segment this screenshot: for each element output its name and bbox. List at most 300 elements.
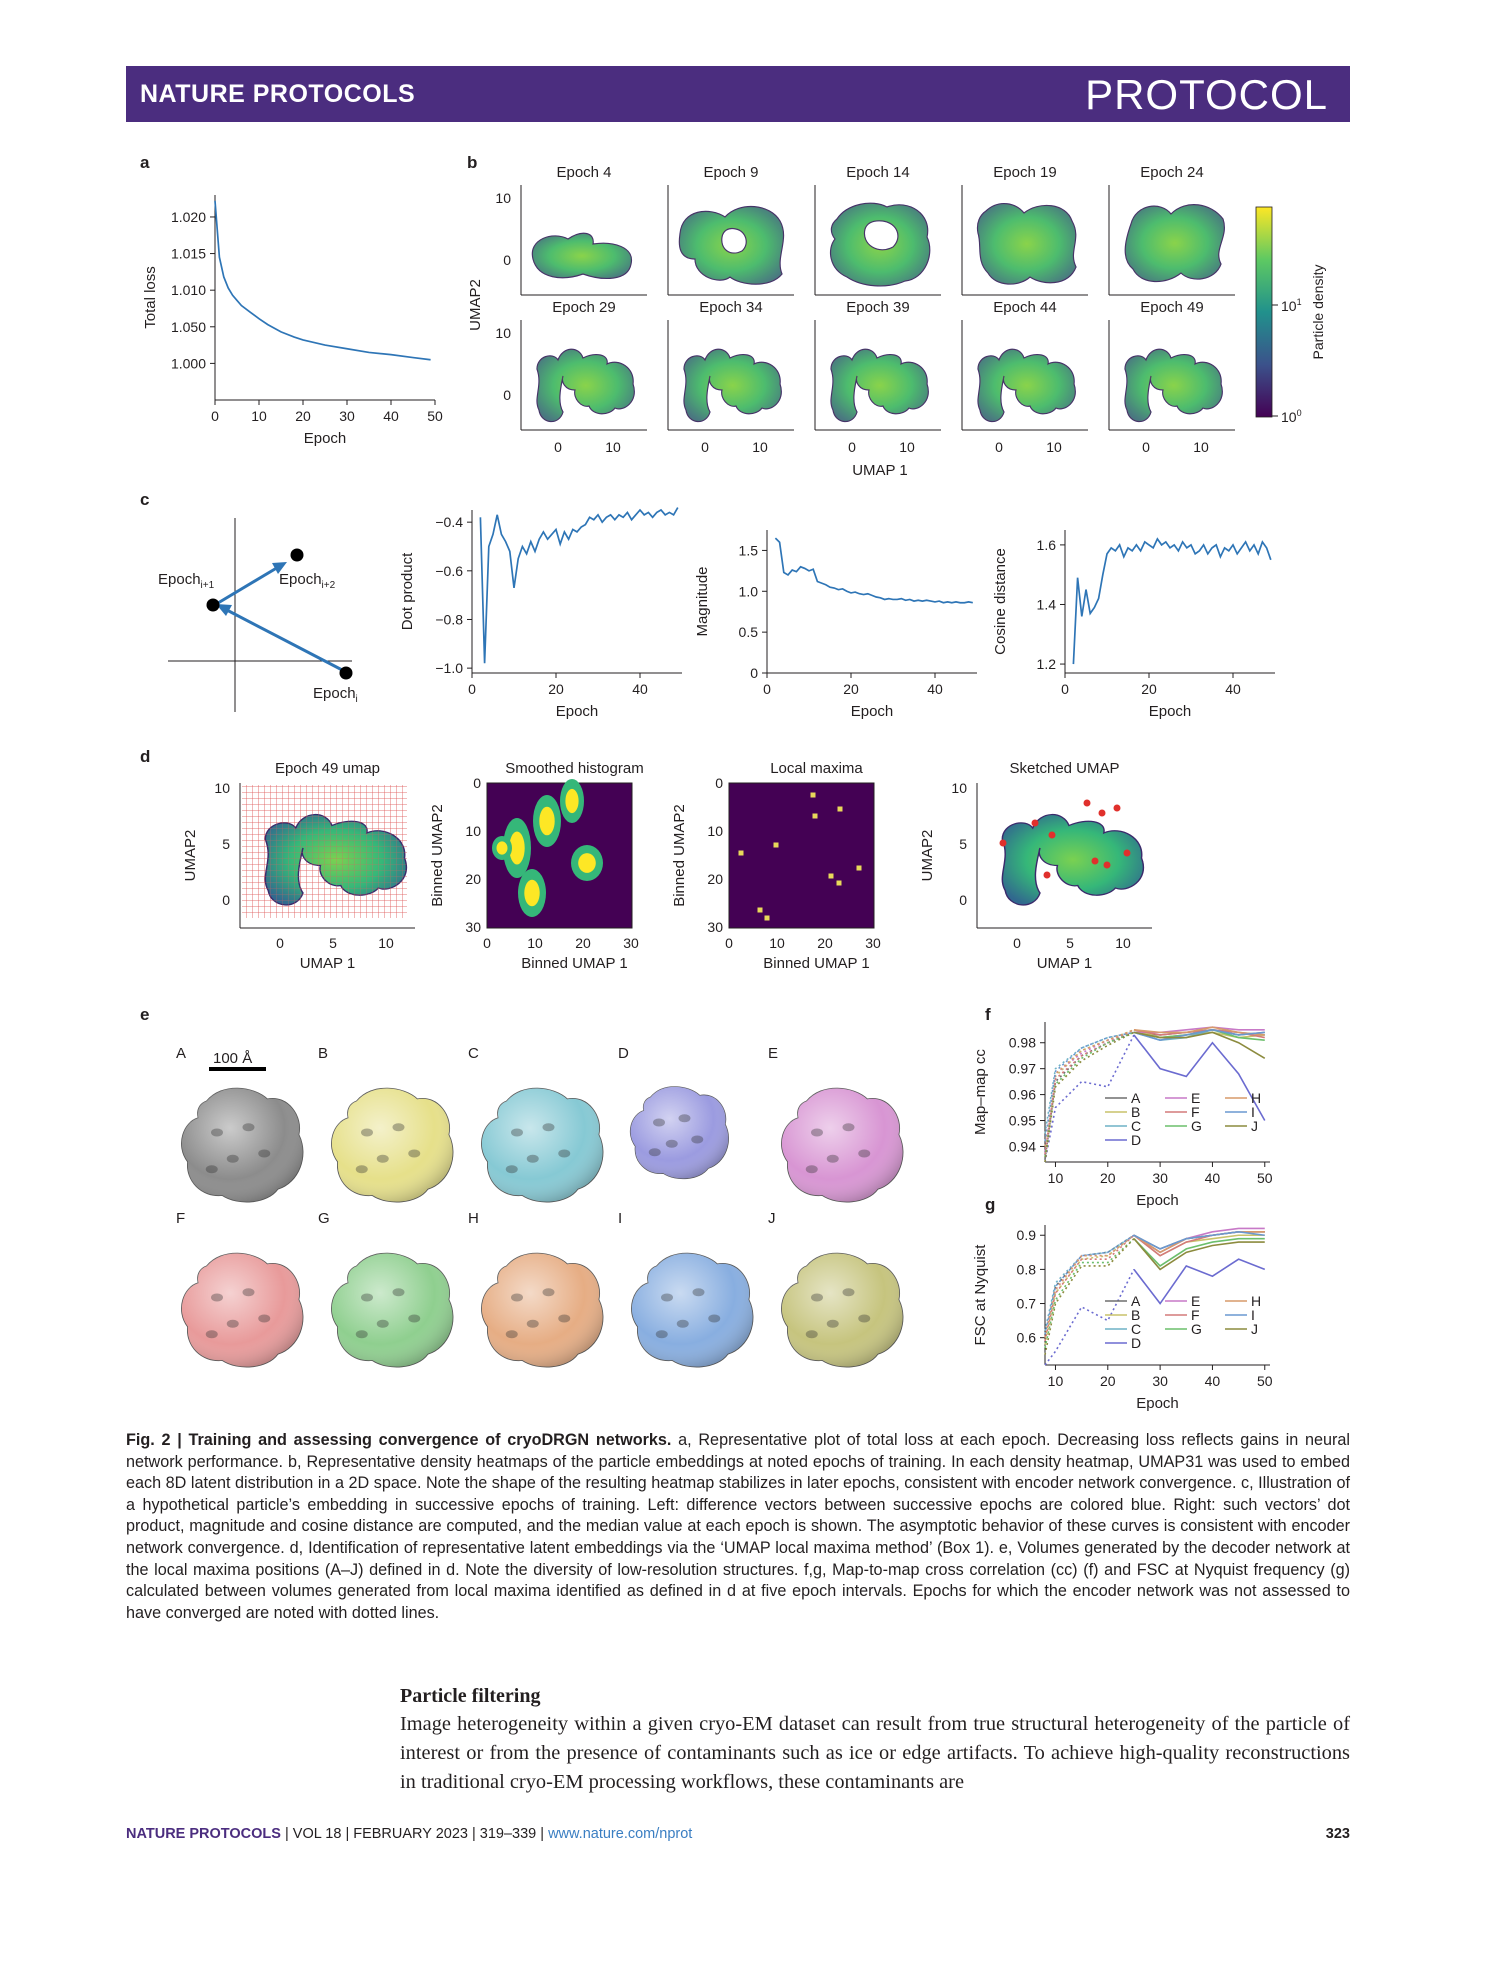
data-line [1073,539,1270,664]
volume-cavity [806,1330,818,1338]
y-tick-label: 0.7 [1016,1295,1036,1312]
volume-cavity [543,1288,555,1296]
legend-label: A [1131,1090,1141,1106]
y-tick-label: 0.97 [1008,1060,1036,1077]
sketched-point [1099,810,1106,817]
panel-d-xlabel: UMAP 1 [299,955,356,972]
ytick: 10 [465,823,481,839]
x-tick-label: 30 [1152,1373,1168,1389]
volume-cavity [843,1123,855,1131]
volume-cavity [356,1330,368,1338]
x-tick-label: 40 [383,408,399,424]
legend-label: B [1131,1307,1141,1323]
legend-label: J [1251,1118,1258,1134]
volume-cavity [393,1288,405,1296]
xtick: 10 [769,935,785,951]
xtick: 30 [623,935,639,951]
volume-cavity [708,1315,720,1323]
density-peak [539,807,554,836]
x-tick-label: 50 [1256,1170,1273,1186]
x-tick-label: 20 [1100,1170,1116,1186]
x-tick-label: 0 [763,681,771,697]
umap-epoch-6 [495,299,647,455]
series-A-dotted [1045,1235,1134,1337]
x-tick-label: 30 [339,408,355,424]
sketched-point [1044,872,1051,879]
density-peak [497,841,508,854]
series-H-dotted [1045,1235,1134,1337]
y-tick-label: 1.050 [170,318,206,335]
volume-cavity [679,1114,691,1122]
volume-label: J [768,1210,776,1227]
sketched-point [1000,840,1007,847]
volume-cavity [558,1315,570,1323]
data-line [215,201,431,360]
section-particle-filtering [400,1685,1350,1797]
panel-label-b: b [467,153,478,172]
y-tick-label: 0.9 [1016,1227,1036,1244]
umap-title: Epoch 29 [552,299,616,316]
volume-shading [481,1253,603,1367]
volume-shading [781,1088,903,1202]
section-heading: Particle filtering [400,1685,541,1707]
volume-cavity [858,1150,870,1158]
y-axis-label: Total loss [142,266,159,329]
y-tick-label: 1.020 [170,208,206,225]
volume-cavity [693,1288,705,1296]
volume-cavity [656,1330,668,1338]
footer-url[interactable]: www.nature.com/nprot [548,1826,693,1842]
xtick: 10 [378,935,394,951]
legend-label: E [1191,1090,1201,1106]
legend-label: H [1251,1090,1262,1106]
legend-label: B [1131,1104,1141,1120]
volume-shading [331,1253,453,1367]
local-maximum [829,874,834,879]
panel-label-a: a [140,153,150,172]
volume-B [318,1045,453,1202]
density-peak [565,789,578,813]
y-axis-label: FSC at Nyquist [972,1244,989,1346]
heatmap-frame [729,783,874,928]
sketched-point [1124,850,1131,857]
y-axis-label: Cosine distance [992,548,1009,655]
umap-xtick: 0 [554,439,562,455]
volume-label: B [318,1045,329,1062]
ytick: 20 [707,871,723,887]
x-tick-label: 40 [927,681,943,697]
ytick: 5 [959,836,967,852]
ytick: 30 [465,919,481,935]
epoch-i1-label: Epoch$_{i+1}$ [158,571,215,591]
umap-ytick: 0 [503,387,511,403]
data-line [775,538,972,603]
local-maximum [758,908,763,913]
umap-epoch-2 [668,164,794,295]
chart-c-cosine [992,530,1275,720]
ytick: 10 [951,780,967,796]
volume-cavity [527,1155,539,1163]
section-body: Image heterogeneity within a given cryo-EM dataset can result from true structural heterogeneity of the particle of interest or from the presence of contaminants such as ice or edge artifacts. To achieve high-quality reconstructions in traditional cryo-EM processing workflows, these contaminants are [400,1713,1350,1793]
sketched-point [1092,858,1099,865]
local-maximum [838,807,843,812]
volume-cavity [393,1123,405,1131]
colorbar-tick-low: $10^0$ [1281,408,1302,425]
xtick: 20 [817,935,833,951]
volume-cavity [243,1288,255,1296]
series-H-dotted [1045,1030,1134,1147]
umap-xtick: 10 [899,439,915,455]
panel-d-1 [182,760,415,972]
colorbar-tick-high: $10^1$ [1281,297,1302,314]
umap-epoch-7 [668,299,794,455]
chart-g [972,1225,1273,1412]
panel-d-3 [671,760,881,972]
umap-title: Epoch 39 [846,299,910,316]
volume-cavity [258,1150,270,1158]
local-maximum [811,793,816,798]
volume-I [618,1210,753,1367]
series-B-dotted [1045,1235,1134,1344]
panel-e-volumes [176,1045,903,1367]
umap-xlabel: UMAP 1 [852,462,908,479]
xtick: 20 [575,935,591,951]
y-tick-label: −0.4 [435,514,463,531]
legend-label: H [1251,1293,1262,1309]
umap-density-highlight [684,349,781,421]
panel-c-diagram [158,518,358,712]
legend-label: G [1191,1321,1202,1337]
legend-label: D [1131,1335,1142,1351]
legend-label: C [1131,1118,1142,1134]
umap-title: Epoch 44 [993,299,1057,316]
umap-xtick: 10 [1193,439,1209,455]
volume-cavity [843,1288,855,1296]
legend-label: G [1191,1118,1202,1134]
volume-shading [781,1253,903,1367]
y-tick-label: 0 [750,665,758,681]
volume-J [768,1210,903,1367]
x-tick-label: 0 [211,408,219,424]
y-tick-label: 1.6 [1036,536,1056,553]
umap-density-highlight [831,349,928,421]
epoch-i-label: Epoch$_i$ [313,685,358,705]
panel-d-title: Local maxima [770,760,863,777]
ytick: 0 [473,775,481,791]
local-maximum [813,814,818,819]
panel-label-e: e [140,1005,150,1024]
legend-label: D [1131,1132,1142,1148]
colorbar-label: Particle density [1310,264,1326,360]
umap-xtick: 0 [1142,439,1150,455]
volume-cavity [408,1315,420,1323]
series-J-dotted [1045,1032,1134,1162]
xtick: 0 [725,935,733,951]
panel-d-xlabel: Binned UMAP 1 [763,955,870,972]
article-type: PROTOCOL [1085,71,1328,118]
sketched-point [1104,862,1111,869]
volume-cavity [408,1150,420,1158]
umap-title: Epoch 49 [1140,299,1204,316]
umap-epoch-4 [962,164,1088,295]
xtick: 10 [527,935,543,951]
y-axis-label: Dot product [399,552,416,631]
volume-label: C [468,1045,479,1062]
umap-density-highlight [978,349,1075,421]
umap-epoch-3 [815,164,941,295]
x-tick-label: 10 [1047,1373,1064,1389]
y-tick-label: 1.000 [170,355,206,372]
volume-cavity [677,1320,689,1328]
sketched-point [1114,805,1121,812]
volume-cavity [527,1320,539,1328]
journal-name: NATURE PROTOCOLS [140,80,416,108]
chart-f [972,1022,1273,1209]
x-tick-label: 50 [427,408,443,424]
x-axis-label: Epoch [1136,1395,1179,1412]
volume-cavity [227,1320,239,1328]
y-tick-label: −1.0 [435,660,463,677]
x-tick-label: 20 [1141,681,1157,697]
x-tick-label: 40 [1204,1373,1221,1389]
volume-cavity [649,1148,661,1156]
x-axis-label: Epoch [1136,1192,1179,1209]
volume-cavity [666,1140,678,1148]
umap-xtick: 10 [752,439,768,455]
umap-density-highlight [532,233,631,278]
footer-journal: NATURE PROTOCOLS [126,1826,281,1842]
volume-D [618,1045,729,1179]
volume-cavity [806,1165,818,1173]
ytick: 0 [959,892,967,908]
umap-ytick: 0 [503,252,511,268]
panel-label-d: d [140,747,151,766]
umap-xtick: 0 [995,439,1003,455]
sketched-point [1049,832,1056,839]
x-tick-label: 20 [843,681,859,697]
umap-epoch-8 [815,299,941,455]
y-tick-label: 1.0 [738,583,758,600]
volume-shading [481,1088,603,1202]
x-tick-label: 30 [1152,1170,1168,1186]
panel-label-g: g [985,1195,996,1214]
x-tick-label: 20 [1100,1373,1116,1389]
umap-xtick: 10 [605,439,621,455]
chart-c-magnitude [694,530,977,720]
series-F-dotted [1045,1235,1134,1341]
umap-title: Epoch 19 [993,164,1057,181]
panel-d-title: Epoch 49 umap [274,760,381,777]
y-tick-label: 1.2 [1036,656,1056,673]
umap-density-highlight [831,203,930,286]
panel-d-xlabel: UMAP 1 [1036,955,1093,972]
xtick: 5 [329,935,337,951]
x-tick-label: 0 [1061,681,1069,697]
series-E-dotted [1045,1235,1134,1337]
volume-cavity [356,1165,368,1173]
umap-epoch-5 [1109,164,1235,295]
panel-d-ylabel: Binned UMAP2 [671,804,688,907]
legend-label: E [1191,1293,1201,1309]
panel-d-title: Smoothed histogram [505,760,644,777]
umap-density-highlight [679,206,783,284]
panel-b-umap-grid [467,164,1235,479]
caption-text: a, Representative plot of total loss at each epoch. Decreasing loss reflects gains in neural network performance. b, Representative density heatmaps of the particle embeddings at noted epochs of training. In each density heatmap, UMAP31 was used to embed each 8D latent distribution in a 2D space. Note the shape of the resulting heatmap stabilizes in later epochs, consistent with encoder network convergence. c, Illustration of a hypothetical particle’s embedding in successive epochs of training. Left: difference vectors between successive epochs are colored blue. Right: such vectors’ dot product, magnitude and cosine distance are computed, and the median value at each epoch is shown. The asymptotic behavior of these curves is consistent with encoder network convergence. d, Identification of representative latent embeddings via the ‘UMAP local maxima method’ (Box 1). e, Volumes generated by the decoder network at the local maxima positions (A–J) defined in d. Note the diversity of low-resolution structures. f,g, Map-to-map cross correlation (cc) (f) and FSC at Nyquist frequency (g) calculated between volumes generated from local maxima identified as defined in d at five epoch intervals. Epochs for which the encoder network was not assessed to have converged are noted with dotted lines. [126,1431,1350,1622]
volume-C [468,1045,603,1202]
scale-bar-label: 100 Å [213,1050,253,1067]
legend-label: C [1131,1321,1142,1337]
figure-caption [126,1430,1350,1624]
panel-d-2 [429,760,644,972]
panel-d-xlabel: Binned UMAP 1 [521,955,628,972]
volume-cavity [558,1150,570,1158]
ytick: 0 [715,775,723,791]
local-maximum [774,843,779,848]
y-tick-label: −0.6 [435,562,463,579]
y-tick-label: 0.98 [1008,1034,1036,1051]
volume-shading [631,1253,753,1367]
umap-title: Epoch 9 [703,164,759,181]
x-tick-label: 40 [632,681,648,697]
x-axis-label: Epoch [850,703,894,720]
panel-d [182,760,1152,972]
sketched-point [1084,800,1091,807]
volume-H [468,1210,603,1367]
legend-label: A [1131,1293,1141,1309]
volume-shading [331,1088,453,1202]
series-I-dotted [1045,1235,1134,1334]
umap-title: Epoch 4 [556,164,612,181]
x-tick-label: 10 [1047,1170,1064,1186]
xtick: 0 [483,935,491,951]
x-tick-label: 50 [1256,1373,1273,1389]
volume-cavity [211,1294,223,1302]
volume-cavity [858,1315,870,1323]
y-tick-label: 0.6 [1016,1329,1036,1346]
volume-cavity [691,1136,703,1144]
umap-xtick: 10 [1046,439,1062,455]
xtick: 0 [1013,935,1021,951]
volume-G [318,1210,453,1367]
colorbar [1256,207,1326,425]
x-tick-label: 0 [468,681,476,697]
legend-label: I [1251,1104,1255,1120]
y-tick-label: 0.94 [1008,1138,1036,1155]
umap-epoch-1 [495,164,647,295]
panel-d-ylabel: UMAP2 [919,829,936,882]
panel-d-title: Sketched UMAP [1009,760,1120,777]
volume-cavity [811,1129,823,1137]
series-E-dotted [1045,1032,1134,1151]
umap-ytick: 10 [495,325,511,341]
volume-cavity [361,1129,373,1137]
y-tick-label: 0.95 [1008,1112,1036,1129]
chart-c-dot [399,508,682,720]
volume-cavity [206,1165,218,1173]
x-tick-label: 40 [1204,1170,1221,1186]
y-tick-label: 1.4 [1036,596,1056,613]
local-maximum [765,916,770,921]
panel-d-ylabel: Binned UMAP2 [429,804,446,907]
ytick: 10 [214,780,230,796]
legend [1105,1090,1261,1148]
bin-grid-overlay [242,785,407,918]
y-tick-label: 1.5 [738,542,758,559]
volume-label: E [768,1045,779,1062]
caption-title: Fig. 2 | Training and assessing convergence of cryoDRGN networks. [126,1431,672,1449]
epoch-i1-point [207,599,220,612]
volume-cavity [506,1165,518,1173]
panel-d-4 [919,760,1152,972]
volume-cavity [543,1123,555,1131]
volume-cavity [811,1294,823,1302]
legend-label: F [1191,1307,1200,1323]
umap-epoch-9 [962,299,1088,455]
panel-label-f: f [985,1005,991,1024]
volume-cavity [661,1294,673,1302]
umap-density-highlight [537,349,634,421]
legend [1105,1293,1261,1351]
umap-ylabel: UMAP2 [467,279,484,331]
x-tick-label: 10 [251,408,267,424]
volume-cavity [243,1123,255,1131]
panel-d-ylabel: UMAP2 [182,829,199,882]
volume-E [768,1045,903,1202]
ytick: 30 [707,919,723,935]
volume-cavity [827,1155,839,1163]
y-tick-label: 0.96 [1008,1086,1036,1103]
volume-shading [181,1088,303,1202]
umap-xtick: 0 [848,439,856,455]
volume-label: F [176,1210,186,1227]
xtick: 0 [276,935,284,951]
y-tick-label: −0.8 [435,611,463,628]
page-number: 323 [1325,1826,1350,1842]
local-maximum [837,881,842,886]
density-peak [578,853,596,873]
y-tick-label: 0.8 [1016,1261,1036,1278]
data-line [480,508,677,664]
x-axis-label: Epoch [1148,703,1192,720]
volume-shading [630,1087,728,1179]
x-tick-label: 20 [295,408,311,424]
volume-cavity [506,1330,518,1338]
y-tick-label: 1.015 [170,245,206,262]
ytick: 20 [465,871,481,887]
footer-issue: | VOL 18 | FEBRUARY 2023 | 319–339 | [280,1826,549,1842]
xtick: 30 [865,935,881,951]
volume-label: H [468,1210,479,1227]
volume-label: I [618,1210,623,1227]
umap-ytick: 10 [495,190,511,206]
local-maximum [857,866,862,871]
legend-label: I [1251,1307,1255,1323]
page-footer [126,1826,1350,1842]
umap-density-highlight [1125,349,1222,421]
umap-title: Epoch 24 [1140,164,1204,181]
volume-cavity [377,1320,389,1328]
volume-cavity [227,1155,239,1163]
xtick: 5 [1066,935,1074,951]
volume-cavity [377,1155,389,1163]
sketched-point [1032,820,1039,827]
density-peak [524,880,539,906]
volume-cavity [827,1320,839,1328]
legend-label: F [1191,1104,1200,1120]
x-axis-label: Epoch [555,703,599,720]
legend-label: J [1251,1321,1258,1337]
y-axis-label: Magnitude [694,566,711,637]
